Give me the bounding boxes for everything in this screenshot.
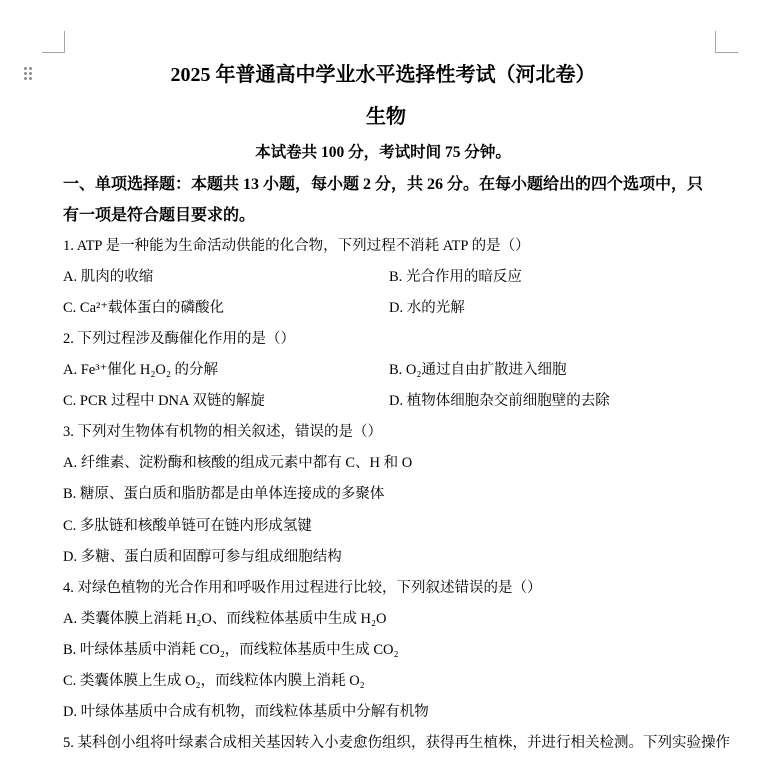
option-b: B. 糖原、蛋白质和脂肪都是由单体连接成的多聚体 bbox=[63, 486, 385, 503]
question-stem: 4. 对绿色植物的光合作用和呼吸作用过程进行比较，下列叙述错误的是（） bbox=[63, 579, 542, 596]
page-title: 2025 年普通高中学业水平选择性考试（河北卷） bbox=[170, 64, 596, 86]
option-b: B. 光合作用的暗反应 bbox=[389, 268, 522, 285]
question-stem: 1. ATP 是一种能为生命活动供能的化合物，下列过程不消耗 ATP 的是（） bbox=[63, 237, 530, 254]
crop-mark-top-right-icon bbox=[715, 31, 738, 53]
option-d: D. 多糖、蛋白质和固醇可参与组成细胞结构 bbox=[63, 548, 342, 565]
question-stem: 3. 下列对生物体有机物的相关叙述，错误的是（） bbox=[63, 424, 382, 441]
option-b: B. O₂通过自由扩散进入细胞 bbox=[389, 362, 567, 379]
option-d: D. 水的光解 bbox=[389, 299, 465, 316]
document-body bbox=[63, 169, 743, 760]
options-row bbox=[63, 386, 743, 417]
question-5 bbox=[63, 728, 743, 759]
option-c: C. PCR 过程中 DNA 双链的解旋 bbox=[63, 393, 265, 410]
exam-info: 本试卷共 100 分，考试时间 75 分钟。 bbox=[255, 144, 511, 161]
section-heading-line: 一、单项选择题：本题共 13 小题，每小题 2 分，共 26 分。在每小题给出的四个选项中，只 bbox=[63, 175, 704, 193]
crop-mark-top-left-icon bbox=[42, 31, 65, 53]
options-row bbox=[63, 355, 743, 386]
question-1 bbox=[63, 231, 743, 324]
question-stem: 5. 某科创小组将叶绿素合成相关基因转入小麦愈伤组织，获得再生植株，并进行相关检测。下列实验操作 bbox=[63, 735, 730, 752]
option-a: A. 肌肉的收缩 bbox=[63, 268, 154, 285]
option-d: D. 植物体细胞杂交前细胞壁的去除 bbox=[389, 393, 610, 410]
option-c: C. 类囊体膜上生成 O₂，而线粒体内膜上消耗 O₂ bbox=[63, 673, 365, 689]
question-stem: 2. 下列过程涉及酶催化作用的是（） bbox=[63, 330, 295, 347]
option-c: C. Ca²⁺载体蛋白的磷酸化 bbox=[63, 299, 225, 316]
option-c: C. 多肽链和核酸单链可在链内形成氢键 bbox=[63, 517, 312, 534]
question-2 bbox=[63, 324, 743, 417]
options-row bbox=[63, 262, 743, 293]
question-4 bbox=[63, 573, 743, 728]
subject-title: 生物 bbox=[366, 106, 406, 128]
section-heading-line: 有一项是符合题目要求的。 bbox=[63, 206, 256, 224]
option-d: D. 叶绿体基质中合成有机物，而线粒体基质中分解有机物 bbox=[63, 704, 429, 721]
option-a: A. 类囊体膜上消耗 H₂O、而线粒体基质中生成 H₂O bbox=[63, 610, 387, 627]
options-row bbox=[63, 293, 743, 324]
question-3 bbox=[63, 417, 743, 572]
option-a: A. Fe³⁺催化 H₂O₂ 的分解 bbox=[63, 362, 219, 379]
option-b: B. 叶绿体基质中消耗 CO₂，而线粒体基质中生成 CO₂ bbox=[63, 641, 399, 658]
option-a: A. 纤维素、淀粉酶和核酸的组成元素中都有 C、H 和 O bbox=[63, 455, 413, 472]
